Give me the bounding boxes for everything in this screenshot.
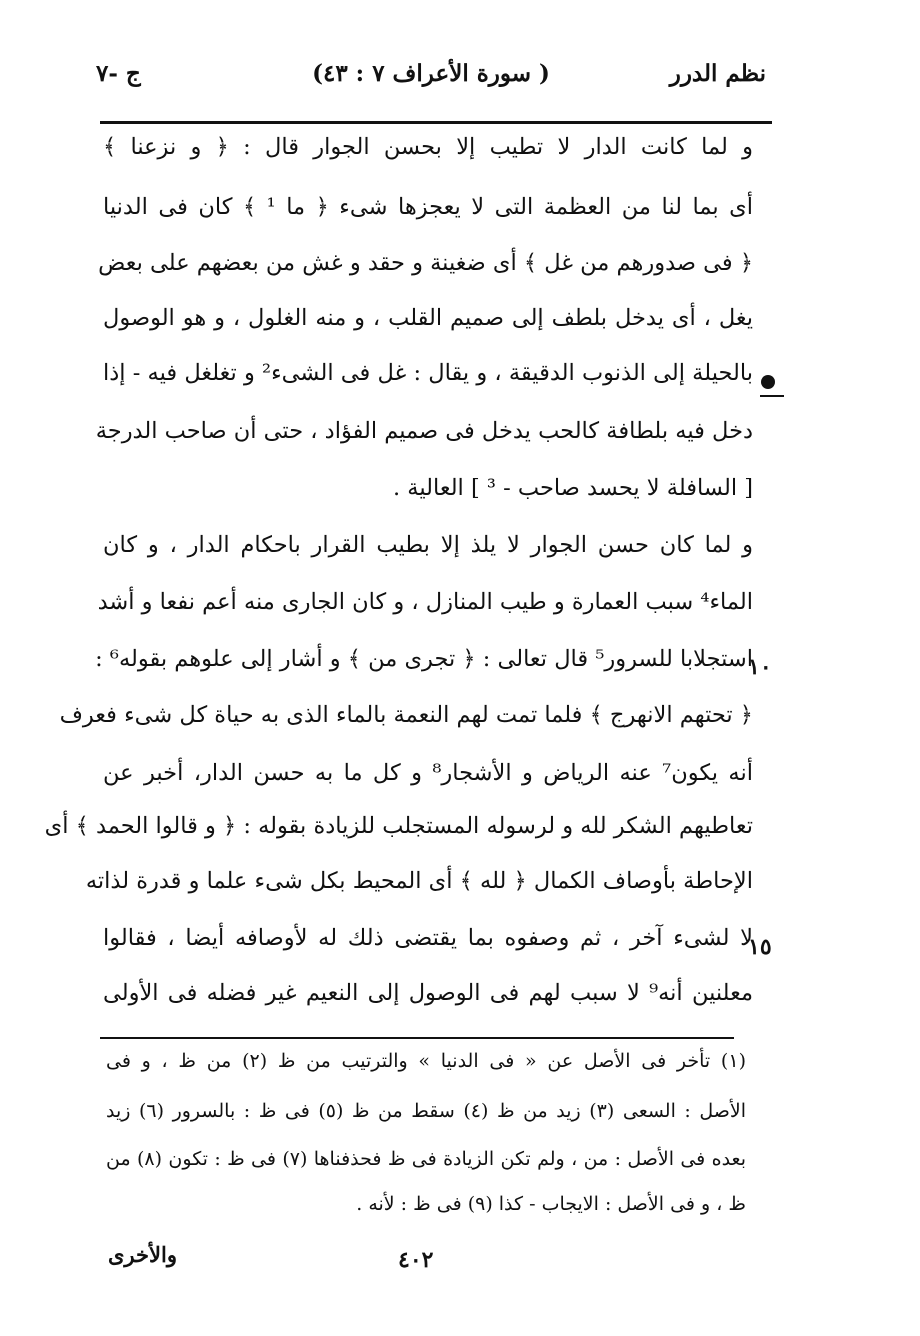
- volume-number: ج -٧: [96, 60, 141, 87]
- footnote-line: بعده فى الأصل : من ، ولم تكن الزيادة فى ظ فحذفناها (٧) فى ظ : تكون (٨) من: [106, 1148, 747, 1170]
- text-line: يغل ، أى يدخل بلطف إلى صميم القلب ، و منه الغلول ، و هو الوصول: [103, 305, 753, 331]
- margin-dot: [761, 375, 775, 389]
- running-header: [96, 60, 766, 104]
- text-line: أى بما لنا من العظمة التى لا يعجزها شىء ﴿ ما ¹ ﴾ كان فى الدنيا: [103, 194, 753, 220]
- catchword: والأخرى: [108, 1242, 177, 1267]
- text-line: أنه يكون⁷ عنه الرياض و الأشجار⁸ و كل ما به حسن الدار، أخبر عن: [103, 760, 753, 786]
- text-line: الإحاطة بأوصاف الكمال ﴿ لله ﴾ أى المحيط بكل شىء علما و قدرة لذاته: [85, 868, 753, 894]
- book-title: نظم الدرر: [669, 60, 766, 87]
- text-line: استجلابا للسرور⁵ قال تعالى : ﴿ تجرى من ﴾ و أشار إلى علوهم بقوله⁶ :: [95, 646, 753, 672]
- text-line: و لما كانت الدار لا تطيب إلا بحسن الجوار قال : ﴿ و نزعنا ﴾: [103, 134, 753, 160]
- text-line: تعاطيهم الشكر لله و لرسوله المستجلب للزيادة بقوله : ﴿ و قالوا الحمد ﴾ أى: [44, 813, 753, 839]
- text-line: دخل فيه بلطافة كالحب يدخل فى صميم الفؤاد ، حتى أن صاحب الدرجة: [95, 418, 753, 444]
- footnote-line: ظ ، و فى الأصل : الايجاب - كذا (٩) فى ظ : لأنه .: [356, 1193, 746, 1215]
- header-rule: [100, 121, 772, 124]
- line-number-10: ١٠: [748, 654, 772, 680]
- text-line: معلنين أنه⁹ لا سبب لهم فى الوصول إلى النعيم غير فضله فى الأولى: [103, 980, 754, 1006]
- text-line: و لما كان حسن الجوار لا يلذ إلا بطيب القرار باحكام الدار ، و كان: [103, 532, 753, 558]
- text-line: ﴿ تحتهم الانهرج ﴾ فلما تمت لهم النعمة بالماء الذى به حياة كل شىء فعرف: [59, 702, 753, 728]
- footnote-line: (١) تأخر فى الأصل عن « فى الدنيا » والترتيب من ظ (٢) من ظ ، و فى: [106, 1050, 746, 1072]
- text-line: ﴿ فى صدورهم من غل ﴾ أى ضغينة و حقد و غش من بعضهم على بعض: [98, 250, 753, 276]
- text-line: الماء⁴ سبب العمارة و طيب المنازل ، و كان الجارى منه أعم نفعا و أشد: [97, 589, 753, 615]
- line-number-15: ١٥: [748, 934, 772, 960]
- text-line: [ السافلة لا يحسد صاحب - ³ ] العالية .: [392, 475, 753, 501]
- footnote-rule: [100, 1037, 734, 1039]
- text-line: لا لشىء آخر ، ثم وصفوه بما يقتضى ذلك له لأوصافه أيضا ، فقالوا: [103, 925, 753, 951]
- surah-reference: ( سورة الأعراف ٧ : ٤٣): [312, 60, 550, 87]
- text-line: بالحيلة إلى الذنوب الدقيقة ، و يقال : غل فى الشىء² و تغلغل فيه - إذا: [103, 360, 753, 386]
- page-number: ٤٠٢: [398, 1247, 434, 1273]
- margin-dash: [760, 395, 784, 397]
- footnote-line: الأصل : السعى (٣) زيد من ظ (٤) سقط من ظ (٥) فى ظ : بالسرور (٦) زيد: [106, 1100, 747, 1122]
